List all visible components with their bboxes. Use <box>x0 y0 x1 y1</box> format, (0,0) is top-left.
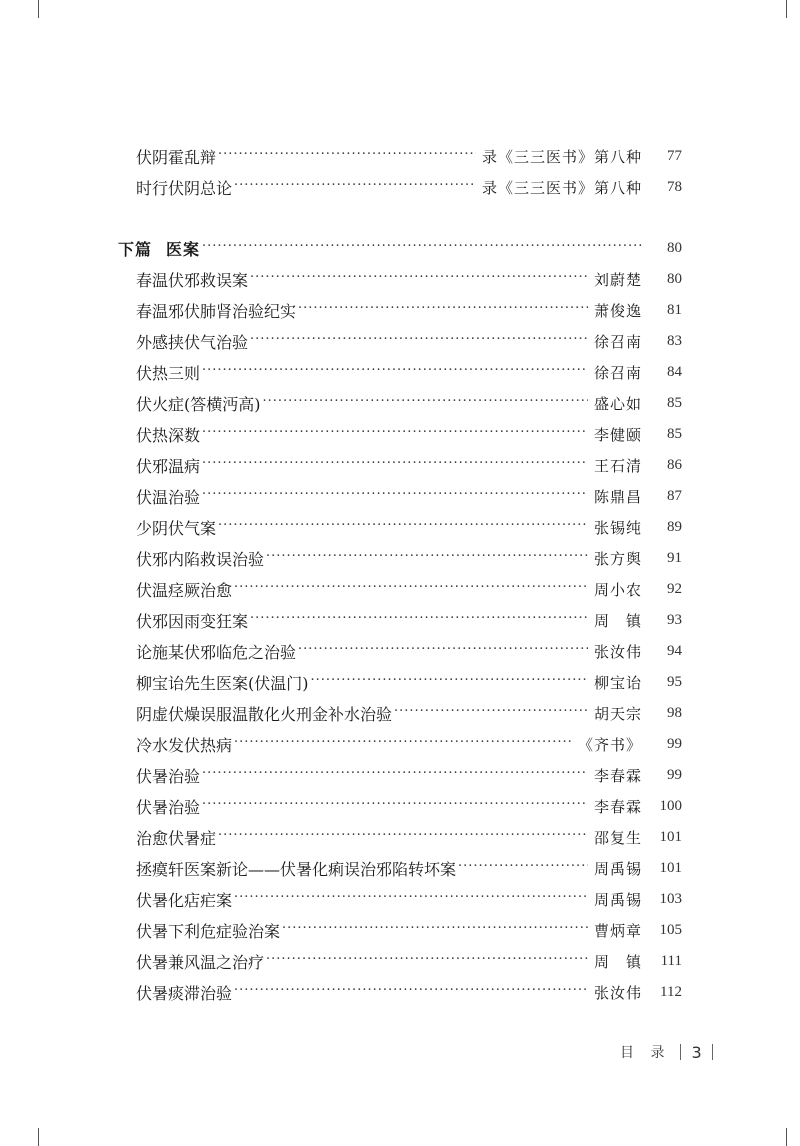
entry-page: 87 <box>667 487 682 504</box>
entry-title: 伏暑治验 <box>136 797 201 817</box>
entry-page: 94 <box>667 642 682 659</box>
entry-page: 91 <box>667 549 682 566</box>
entry-title: 伏热深数 <box>136 425 201 445</box>
entry-source: 周禹锡 <box>593 859 642 878</box>
entry-title: 论施某伏邪临危之治验 <box>136 642 297 662</box>
entry-title: 外感挟伏气治验 <box>136 332 249 352</box>
entry-title: 春温邪伏肺肾治验纪实 <box>136 301 297 321</box>
footer-section-label: 目 录 <box>620 1045 671 1061</box>
entry-source: 张汝伟 <box>593 983 642 1002</box>
entry-source: 《齐书》 <box>577 735 642 754</box>
crop-mark-top-left <box>38 0 39 18</box>
entry-page: 89 <box>667 518 682 535</box>
entry-source: 徐召南 <box>593 332 642 351</box>
entry-title: 柳宝诒先生医案(伏温门) <box>136 673 309 693</box>
dot-leader <box>218 512 588 542</box>
entry-title: 阴虚伏燥误服温散化火刑金补水治验 <box>136 704 393 724</box>
entry-source: 盛心如 <box>593 394 642 413</box>
entry-title: 伏暑化痁疟案 <box>136 890 233 910</box>
toc-entry[interactable] <box>136 729 682 759</box>
entry-title: 伏暑痰滞治验 <box>136 983 233 1003</box>
entry-source: 周小农 <box>593 580 642 599</box>
entry-title: 时行伏阴总论 <box>136 178 233 198</box>
page-footer <box>620 1039 723 1065</box>
toc-entry[interactable] <box>136 450 682 480</box>
toc-entry[interactable] <box>136 357 682 387</box>
entry-page: 85 <box>667 425 682 442</box>
entry-page: 101 <box>659 828 682 845</box>
entry-source: 曹炳章 <box>593 921 642 940</box>
crop-mark-bottom-left <box>38 1128 39 1146</box>
dot-leader <box>218 141 476 171</box>
toc-entry[interactable] <box>136 667 682 697</box>
toc-entry[interactable] <box>136 574 682 604</box>
dot-leader <box>458 853 588 883</box>
dot-leader <box>234 729 572 759</box>
dot-leader <box>266 946 588 976</box>
entry-page: 101 <box>659 859 682 876</box>
entry-page: 80 <box>667 270 682 287</box>
toc-entry[interactable] <box>136 853 682 883</box>
entry-source: 李健颐 <box>593 425 642 444</box>
entry-title: 伏邪温病 <box>136 456 201 476</box>
toc-entry[interactable] <box>136 636 682 666</box>
dot-leader <box>298 636 588 666</box>
section-name: 医案 <box>166 239 201 259</box>
toc-entry[interactable] <box>136 977 682 1007</box>
entry-page: 83 <box>667 332 682 349</box>
dot-leader <box>250 326 588 356</box>
toc-entry[interactable] <box>136 946 682 976</box>
toc-entry[interactable] <box>136 264 682 294</box>
entry-source: 李春霖 <box>593 766 642 785</box>
entry-source: 邵复生 <box>593 828 642 847</box>
entry-page: 77 <box>667 147 682 164</box>
entry-source: 录《三三医书》第八种 <box>481 147 642 166</box>
dot-leader <box>218 822 588 852</box>
entry-page: 85 <box>667 394 682 411</box>
dot-leader <box>202 419 588 449</box>
dot-leader <box>266 543 588 573</box>
entry-source: 陈鼎昌 <box>593 487 642 506</box>
toc-entry[interactable] <box>136 605 682 635</box>
entry-source: 徐召南 <box>593 363 642 382</box>
entry-page: 111 <box>660 952 682 969</box>
dot-leader <box>202 233 642 263</box>
toc-entry[interactable] <box>136 822 682 852</box>
entry-page: 112 <box>660 983 682 1000</box>
entry-title: 少阴伏气案 <box>136 518 217 538</box>
section-page: 80 <box>667 239 682 256</box>
entry-page: 98 <box>667 704 682 721</box>
toc-entry[interactable] <box>136 512 682 542</box>
entry-page: 105 <box>659 921 682 938</box>
dot-leader <box>282 915 588 945</box>
entry-title: 伏阴霍乱辩 <box>136 147 217 167</box>
crop-mark-bottom-right <box>786 1128 787 1146</box>
entry-source: 周 镇 <box>593 952 642 971</box>
footer-divider <box>712 1044 713 1060</box>
entry-page: 84 <box>667 363 682 380</box>
toc-entry[interactable] <box>136 326 682 356</box>
entry-source: 录《三三医书》第八种 <box>481 178 642 197</box>
dot-leader <box>250 605 588 635</box>
toc-entry[interactable] <box>136 915 682 945</box>
entry-title: 伏热三则 <box>136 363 201 383</box>
entry-title: 伏温治验 <box>136 487 201 507</box>
entry-source: 王石清 <box>593 456 642 475</box>
entry-source: 李春霖 <box>593 797 642 816</box>
entry-page: 103 <box>659 890 682 907</box>
dot-leader <box>202 481 588 511</box>
entry-page: 86 <box>667 456 682 473</box>
dot-leader <box>202 357 588 387</box>
dot-leader <box>298 295 588 325</box>
entry-page: 95 <box>667 673 682 690</box>
toc-entry[interactable] <box>136 388 682 418</box>
toc-entry[interactable] <box>136 295 682 325</box>
entry-page: 93 <box>667 611 682 628</box>
dot-leader <box>202 791 588 821</box>
entry-source: 周 镇 <box>593 611 642 630</box>
entry-title: 伏火症(答横沔高) <box>136 394 261 414</box>
toc-entry[interactable] <box>136 698 682 728</box>
dot-leader <box>202 450 588 480</box>
entry-title: 伏邪因雨变狂案 <box>136 611 249 631</box>
footer-divider <box>680 1044 681 1060</box>
entry-source: 周禹锡 <box>593 890 642 909</box>
entry-page: 92 <box>667 580 682 597</box>
toc-section-heading[interactable] <box>118 233 682 263</box>
entry-source: 胡天宗 <box>593 704 642 723</box>
dot-leader <box>250 264 588 294</box>
page-number: 3 <box>691 1042 702 1062</box>
entry-title: 治愈伏暑症 <box>136 828 217 848</box>
entry-title: 伏暑兼风温之治疗 <box>136 952 265 972</box>
entry-title: 春温伏邪救误案 <box>136 270 249 290</box>
toc-entry[interactable] <box>136 141 682 171</box>
toc-entry[interactable] <box>136 419 682 449</box>
toc-entry[interactable] <box>136 481 682 511</box>
dot-leader <box>202 760 588 790</box>
entry-page: 99 <box>667 735 682 752</box>
dot-leader <box>234 172 476 202</box>
dot-leader <box>311 667 588 697</box>
dot-leader <box>234 884 588 914</box>
toc-entry[interactable] <box>136 884 682 914</box>
entry-page: 78 <box>667 178 682 195</box>
dot-leader <box>234 977 588 1007</box>
entry-source: 张方舆 <box>593 549 642 568</box>
entry-source: 刘蔚楚 <box>593 270 642 289</box>
entry-title: 拯瘼轩医案新论——伏暑化痢误治邪陷转坏案 <box>136 859 457 879</box>
toc-entry[interactable] <box>136 543 682 573</box>
dot-leader <box>263 388 588 418</box>
entry-source: 张汝伟 <box>593 642 642 661</box>
entry-title: 伏暑治验 <box>136 766 201 786</box>
dot-leader <box>234 574 588 604</box>
crop-mark-top-right <box>786 0 787 18</box>
entry-title: 伏邪内陷救误治验 <box>136 549 265 569</box>
entry-page: 99 <box>667 766 682 783</box>
dot-leader <box>394 698 588 728</box>
entry-source: 柳宝诒 <box>593 673 642 692</box>
section-label: 下篇 <box>118 239 153 259</box>
section-title <box>118 237 202 260</box>
entry-page: 81 <box>667 301 682 318</box>
entry-title: 伏温痉厥治愈 <box>136 580 233 600</box>
entry-title: 冷水发伏热病 <box>136 735 233 755</box>
entry-source: 萧俊逸 <box>593 301 642 320</box>
toc-entry[interactable] <box>136 760 682 790</box>
toc-entry[interactable] <box>136 172 682 202</box>
entry-title: 伏暑下利危症验治案 <box>136 921 281 941</box>
entry-page: 100 <box>659 797 682 814</box>
toc-entry[interactable] <box>136 791 682 821</box>
entry-source: 张锡纯 <box>593 518 642 537</box>
